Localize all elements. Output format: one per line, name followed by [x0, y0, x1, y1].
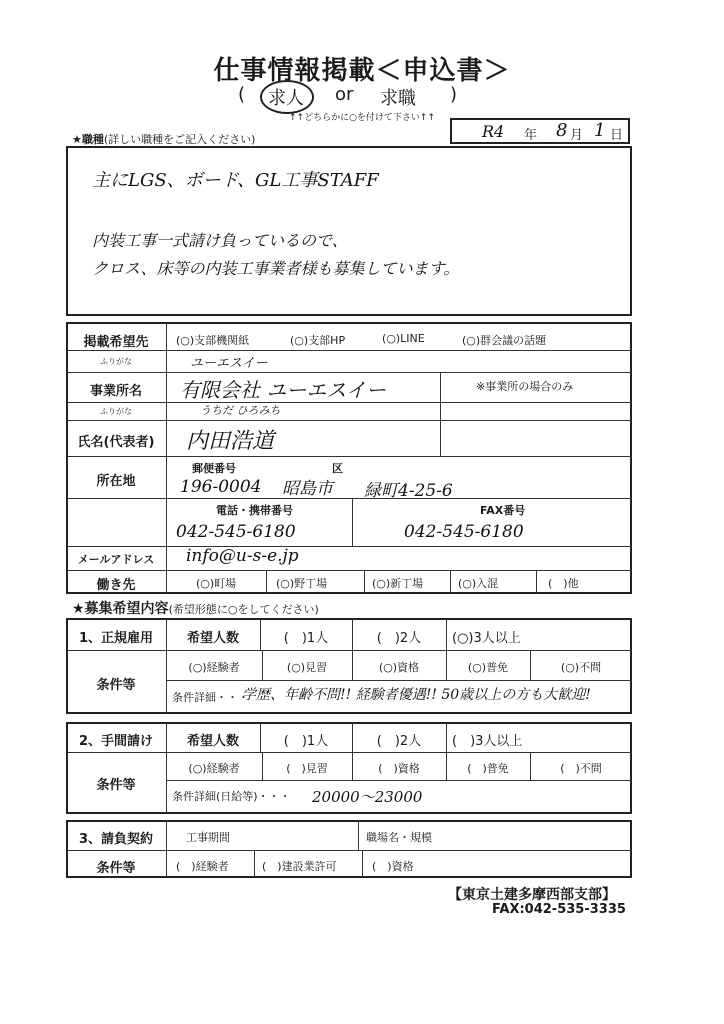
sec1-cond-experienced[interactable]: (○)経験者	[188, 661, 240, 674]
paren-close: )	[450, 84, 458, 105]
sec1-cond-label: 条件等	[96, 678, 136, 693]
sec3-cond-label: 条件等	[96, 861, 136, 876]
listing-opt-newsletter[interactable]: (○)支部機関紙	[176, 334, 250, 347]
sec3-site-label: 職場名・規模	[366, 831, 432, 844]
job-line-2: 内装工事一式請け負っているので、	[92, 231, 348, 250]
phone-label: 電話・携帯番号	[216, 504, 293, 517]
sec2-cond-driver[interactable]: ( )普免	[467, 762, 509, 775]
sec1-count-2[interactable]: ( )2人	[376, 631, 422, 646]
postal-code[interactable]: 196-0004	[180, 477, 262, 497]
sec2-cond-license[interactable]: ( )資格	[378, 762, 420, 775]
sec1-count-3[interactable]: (○)3人以上	[452, 631, 521, 646]
date-year-unit: 年	[524, 128, 538, 143]
address-city[interactable]: 昭島市	[282, 479, 333, 499]
company-note: ※事業所の場合のみ	[476, 380, 574, 393]
sec2-count-label: 希望人数	[186, 734, 239, 749]
fax-label: FAX番号	[480, 504, 526, 517]
sec1-detail-label: 条件詳細・・・	[172, 691, 249, 704]
job-line-1: 主にLGS、ボード、GL工事STAFF	[92, 170, 379, 191]
job-description-box[interactable]	[66, 146, 632, 316]
sec1-detail[interactable]: 学歴、年齢不問!! 経験者優遇!! 50歳以上の方も大歓迎!	[242, 687, 591, 703]
sec1-cond-license[interactable]: (○)資格	[378, 661, 420, 674]
company-label: 事業所名	[89, 384, 142, 399]
sec2-cond-label: 条件等	[96, 778, 136, 793]
sec2-cond-trainee[interactable]: ( )見習	[286, 762, 328, 775]
sec3-cond-license[interactable]: ( )資格	[372, 860, 414, 873]
rep-name[interactable]: 内田浩道	[186, 429, 275, 454]
job-line-3: クロス、床等の内装工事業者様も募集しています。	[92, 259, 460, 278]
fax-value[interactable]: 042-545-6180	[404, 522, 524, 542]
sec1-cond-any[interactable]: (○)不問	[560, 661, 602, 674]
sec1-label: 1、正規雇用	[78, 631, 154, 646]
workplace-opt-mixed[interactable]: (○)入混	[458, 577, 499, 590]
sec3-period-label: 工事期間	[186, 831, 230, 844]
form-title: 仕事情報掲載＜申込書＞	[213, 56, 511, 86]
workplace-opt-new[interactable]: (○)新丁場	[372, 577, 424, 590]
listing-opt-line[interactable]: (○)LINE	[382, 332, 425, 345]
recruit-heading: ★募集希望内容(希望形態に○をしてください)	[72, 601, 319, 617]
email-value[interactable]: info@u-s-e.jp	[186, 546, 299, 566]
rep-furigana[interactable]: うちだ ひろみち	[200, 404, 281, 417]
sec1-count-1[interactable]: ( )1人	[283, 631, 329, 646]
phone-value[interactable]: 042-545-6180	[176, 522, 296, 542]
address-label: 所在地	[96, 474, 136, 489]
listing-label: 掲載希望先	[83, 335, 149, 350]
job-label: ★職種(詳しい職種をご記入ください)	[72, 133, 256, 146]
address-street[interactable]: 緑町4-25-6	[364, 481, 453, 501]
paren-open: (	[238, 84, 246, 105]
email-label: メールアドレス	[77, 553, 155, 566]
workplace-opt-other[interactable]: ( )他	[548, 577, 579, 590]
sec2-count-3[interactable]: ( )3人以上	[452, 734, 523, 749]
sec2-cond-any[interactable]: ( )不問	[560, 762, 602, 775]
circle-note: ↑↑どちらかに○を付けて下さい↑↑	[288, 113, 436, 123]
workplace-opt-town[interactable]: (○)町場	[196, 577, 237, 590]
type-selector	[230, 84, 490, 112]
sec1-cond-trainee[interactable]: (○)見習	[286, 661, 328, 674]
company-furigana-label: ふりがな	[100, 357, 132, 366]
option-or: or	[335, 84, 354, 105]
sec2-count-2[interactable]: ( )2人	[376, 734, 422, 749]
date-day-unit: 日	[610, 128, 624, 143]
sec2-label: 2、手間請け	[78, 734, 154, 749]
date-month[interactable]: 8	[556, 120, 568, 141]
rep-furigana-label: ふりがな	[100, 407, 132, 416]
company-furigana[interactable]: ユーエスイー	[190, 356, 268, 371]
sec2-cond-experienced[interactable]: (○)経験者	[188, 762, 240, 775]
sec3-cond-permit[interactable]: ( )建設業許可	[262, 860, 337, 873]
ward-label: 区	[332, 462, 343, 475]
option-job-seek[interactable]: 求職	[380, 88, 416, 109]
listing-opt-meeting[interactable]: (○)群会議の話題	[462, 334, 547, 347]
rep-label: 氏名(代表者)	[77, 435, 155, 450]
workplace-label: 働き先	[96, 578, 136, 593]
job-offer-circle	[260, 80, 314, 114]
sec1-cond-driver[interactable]: (○)普免	[467, 661, 509, 674]
sec2-count-1[interactable]: ( )1人	[283, 734, 329, 749]
sec2-detail[interactable]: 20000～23000	[312, 788, 423, 806]
listing-opt-hp[interactable]: (○)支部HP	[290, 334, 346, 347]
sec3-label: 3、請負契約	[78, 832, 154, 847]
date-box	[450, 118, 630, 144]
option-job-offer[interactable]: 求人	[268, 88, 304, 109]
footer-fax: FAX:042-535-3335	[492, 902, 626, 917]
postal-label: 郵便番号	[192, 462, 236, 475]
company-name[interactable]: 有限会社 ユーエスイー	[180, 378, 386, 402]
workplace-opt-field[interactable]: (○)野丁場	[276, 577, 328, 590]
footer-org: 【東京土建多摩西部支部】	[448, 887, 616, 903]
date-year[interactable]: R4	[482, 122, 505, 141]
sec2-detail-label: 条件詳細(日給等)・・・	[172, 790, 291, 803]
sec3-cond-experienced[interactable]: ( )経験者	[176, 860, 229, 873]
sec1-count-label: 希望人数	[186, 631, 239, 646]
date-day[interactable]: 1	[594, 120, 606, 141]
date-month-unit: 月	[570, 128, 584, 143]
